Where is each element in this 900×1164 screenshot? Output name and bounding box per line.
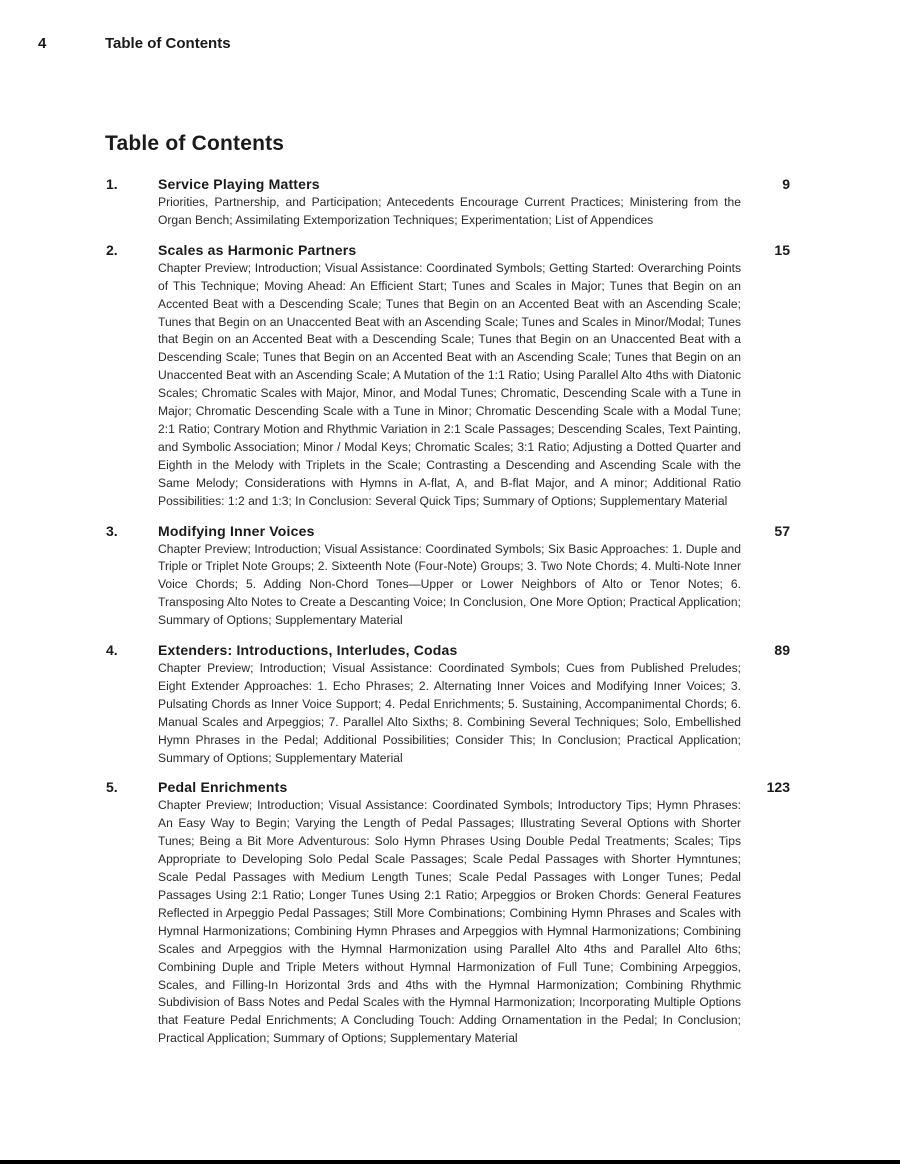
toc-entry	[0, 640, 900, 767]
chapter-number: 2.	[106, 241, 118, 258]
chapter-description: Chapter Preview; Introduction; Visual Assistance: Coordinated Symbols; Six Basic Approaches: 1. Duple and Triple or Triplet Note Groups; 2. Sixteenth Note (Four-Note) Groups; 3. Two Note Chords; 4. Multi-Note Inner Voice Chords; 5. Adding Non-Chord Tones—Upper or Lower Neighbors of Alto or Tenor Notes; 6. Transposing Alto Notes to Create a Descanting Voice; In Conclusion, One More Option; Practical Application; Summary of Options; Supplementary Material	[158, 541, 741, 628]
chapter-title: Modifying Inner Voices	[158, 522, 315, 539]
chapter-description: Priorities, Partnership, and Participation; Antecedents Encourage Current Practices; Ministering from the Organ Bench; Assimilating Extemporization Techniques; Experimentation; List of Appendices	[158, 195, 741, 227]
chapter-number: 3.	[106, 522, 118, 539]
chapter-title: Pedal Enrichments	[158, 779, 288, 796]
chapter-title: Service Playing Matters	[158, 176, 320, 192]
chapter-number: 1.	[106, 176, 118, 192]
chapter-title: Scales as Harmonic Partners	[158, 241, 357, 258]
page-bottom-rule	[0, 1160, 900, 1164]
toc-entry	[0, 521, 900, 631]
chapter-description: Chapter Preview; Introduction; Visual Assistance: Coordinated Symbols; Getting Started: Overarching Points of This Technique; Moving Ahead: An Efficient Start; Tunes and Scales in Major; Tunes that Begin on an Accented Beat with a Descending Scale; Tunes that Begin on an Accented Beat with an Ascending Scale; Tunes that Begin on an Unaccented Beat with an Ascending Scale; Tunes and Scales in Minor/Modal; Tunes that Begin on an Accented Beat with a Descending Scale; Tunes that Begin on an Unaccented Beat with a Descending Scale; Tunes that Begin on an Accented Beat with an Ascending Scale; Tunes that Begin on an Unaccented Beat with an Ascending Scale; A Mutation of the 1:1 Ratio; Using Parallel Alto 4ths with Diatonic Scales; Chromatic Scales with Major, Minor, and Modal Tunes; Chromatic, Descending Scale with a Tune in Major; Chromatic Descending Scale with a Tune in Minor; Chromatic Descending Scale with a Modal Tune; 2:1 Ratio; Contrary Motion and Rhythmic Variation in 2:1 Scale Passages; Descending Scales, Text Painting, and Symbolic Association; Minor / Modal Keys; Chromatic Scales; 3:1 Ratio; Adjusting a Dotted Quarter and Eighth in the Melody with Triplets in the Scale; Contrasting a Descending and Ascending Scale with the Same Melody; Considerations with Hymns in A-flat, A, and B-flat Major, and A minor; Additional Ratio Possibilities: 1:2 and 1:3; In Conclusion: Several Quick Tips; Summary of Options; Supplementary Material	[158, 260, 741, 508]
chapter-page-number: 123	[766, 779, 790, 796]
chapter-description: Chapter Preview; Introduction; Visual Assistance: Coordinated Symbols; Cues from Published Preludes; Eight Extender Approaches: 1. Echo Phrases; 2. Alternating Inner Voices and Modifying Inner Voices; 3. Pulsating Chords as Inner Voice Support; 4. Pedal Enrichments; 5. Sustaining, Accompanimental Chords; 6. Manual Scales and Arpeggios; 7. Parallel Alto Sixths; 8. Combining Several Techniques; Solo, Embellished Hymn Phrases in the Pedal; Additional Possibilities; Consider This; In Conclusion; Practical Application; Summary of Options; Supplementary Material	[158, 661, 741, 765]
toc-list	[0, 174, 900, 1058]
chapter-page-number: 9	[782, 176, 790, 192]
toc-entry	[0, 777, 900, 1048]
page-title: Table of Contents	[105, 132, 285, 155]
toc-entry	[0, 240, 900, 511]
chapter-number: 5.	[106, 779, 118, 796]
page-number: 4	[38, 35, 47, 52]
chapter-page-number: 89	[774, 642, 790, 659]
chapter-title: Extenders: Introductions, Interludes, Codas	[158, 642, 458, 659]
running-title: Table of Contents	[105, 35, 231, 52]
chapter-number: 4.	[106, 642, 118, 659]
chapter-page-number: 15	[774, 241, 790, 258]
running-header	[0, 35, 900, 55]
chapter-description: Chapter Preview; Introduction; Visual Assistance: Coordinated Symbols; Introductory Tips; Hymn Phrases: An Easy Way to Begin; Varying the Length of Pedal Passages; Illustrating Several Options with Shorter Tunes; Being a Bit More Adventurous: Solo Hymn Phrases Using Double Pedal Treatments; Scales; Tips Appropriate to Developing Solo Pedal Scale Passages; Scale Pedal Passages with Shorter Hymntunes; Scale Pedal Passages with Medium Length Tunes; Scale Pedal Passages with Longer Tunes; Pedal Passages Using 2:1 Ratio; Longer Tunes Using 2:1 Ratio; Arpeggios or Broken Chords: General Features Reflected in Arpeggio Pedal Passages; Still More Combinations; Combining Hymn Phrases and Scales with Hymnal Harmonizations; Combining Hymn Phrases and Arpeggios with Hymnal Harmonizations; Combining Scales and Arpeggios with the Hymnal Harmonization using Parallel Alto 4ths and Parallel Alto 6ths; Combining Duple and Triple Meters without Hymnal Harmonization of Full Tune; Combining Arpeggios, Scales, and Filling-In Horizontal 3rds and 4ths with the Hymnal Harmonization; Combining Rhythmic Subdivision of Bass Notes and Pedal Scales with the Hymnal Harmonization; Incorporating Multiple Options that Feature Pedal Enrichments; A Concluding Touch: Adding Ornamentation in the Pedal; In Conclusion; Practical Application; Summary of Options; Supplementary Material	[158, 798, 741, 1046]
chapter-page-number: 57	[774, 522, 790, 539]
toc-entry	[0, 174, 900, 230]
